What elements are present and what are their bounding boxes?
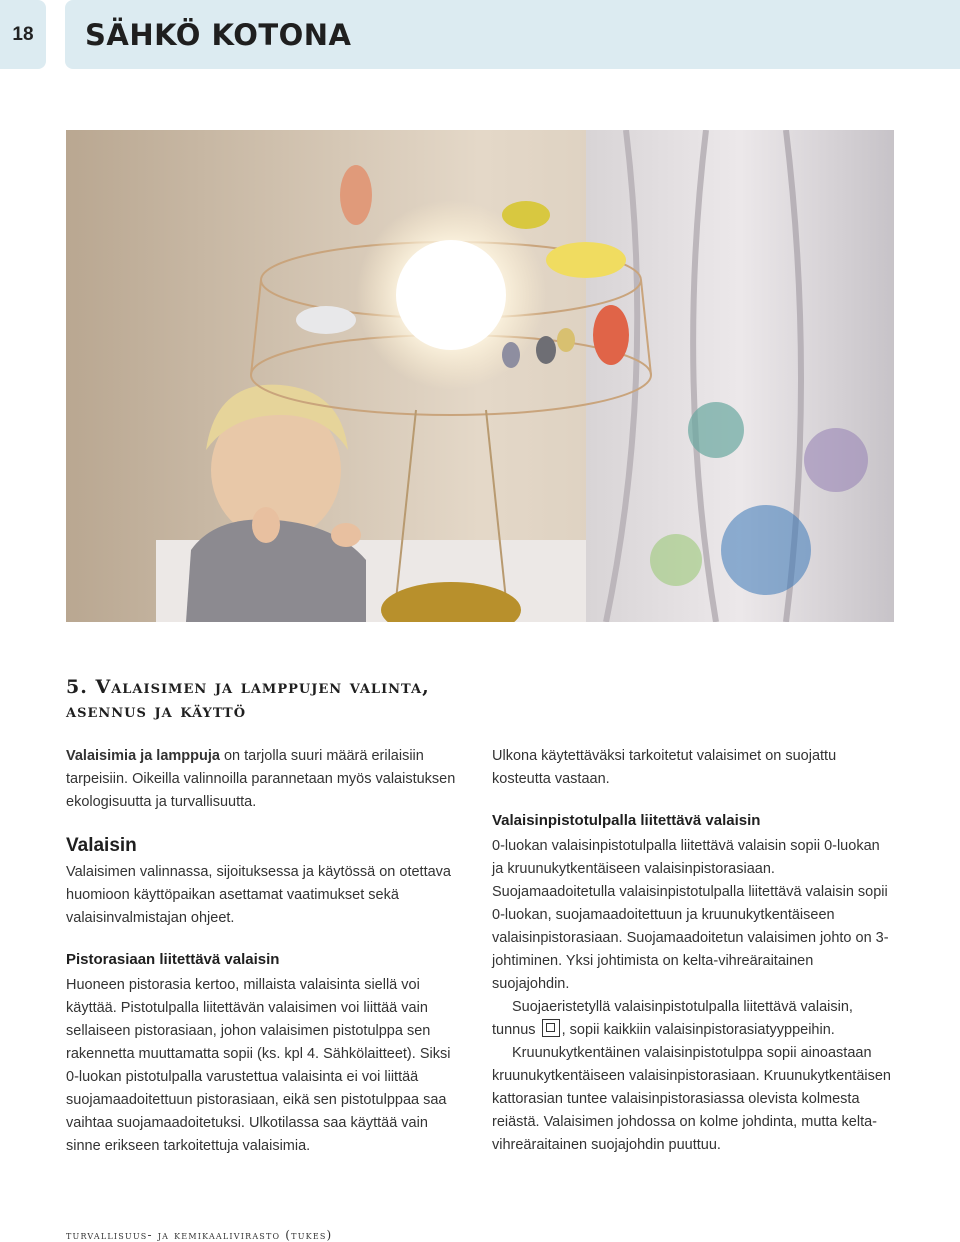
page-number: 18: [0, 0, 46, 69]
outdoor-paragraph: Ulkona käytettäväksi tarkoitetut valaisimet on suojattu kosteutta vastaan.: [492, 748, 837, 787]
valaisin-heading: Valaisin: [66, 835, 137, 856]
suojaeristetty-paragraph: [492, 996, 892, 1042]
lamp-photo-illustration: [66, 130, 894, 622]
intro-text: on tarjolla suuri määrä erilaisiin tarpeisiin. Oikeilla valinnoilla parannetaan myös valaistuksen ekologisuutta ja turvallisuutta.: [66, 748, 456, 810]
valaisin-paragraph: Valaisimen valinnassa, sijoituksessa ja käytössä on otettava huomioon käyttöpaikan asettamat vaatimukset sekä valaisinvalmistajan ohjeet.: [66, 864, 451, 926]
footer: turvallisuus- ja kemikaalivirasto (tukes): [66, 1228, 333, 1242]
pistorasia-heading: Pistorasiaan liitettävä valaisin: [66, 951, 280, 968]
header-band: [65, 0, 960, 69]
right-column: [492, 745, 892, 1157]
intro-bold: Valaisimia ja lamppuja: [66, 748, 220, 764]
pistotulppa-paragraph: 0-luokan valaisinpistotulpalla liitettävä valaisin sopii 0-luokan ja kruunukytkentäiseen valaisinpistorasiaan. Suojamaadoitetulla valaisinpistotulpalla liitettävä valaisin sopii 0-luokan, suojamaadoitettuun ja kruunukytkentäiseen valaisinpistorasiaan. Suojamaadoitetun valaisimen johto on 3-johtiminen. Yksi johtimista on kelta-vihreäraitainen suojajohdin.: [492, 838, 889, 992]
kruunu-paragraph: Kruunukytkentäinen valaisinpistotulppa sopii ainoastaan kruunukytkentäiseen valaisinpistorasiaan. Kruunukytkentäisen kattorasian tuntee valaisinpistorasiassa olevista kolmesta reiästä. Valaisimen johdossa on kolme johdinta, mutta kelta-vihreäraitainen suojajohdin puuttuu.: [492, 1045, 891, 1153]
double-insulation-icon: [542, 1019, 560, 1037]
intro-paragraph: [66, 745, 466, 814]
pistorasia-paragraph: Huoneen pistorasia kertoo, millaista valaisinta siellä voi käyttää. Pistotulpalla liitettävän valaisimen voi liittää vain sellaiseen pistorasiaan, johon valaisimen pistotulppa sen rakennetta muuttamatta sopii (ks. kpl 4. Sähkölaitteet). Siksi 0-luokan pistotulpalla varustettua valaisinta ei voi liittää suojamaadoitettuun pistorasiaan, eikä sen pistotulppaa saa vaihtaa suojamaadoitetuksi. Ulkotilassa saa käyttää vain sinne erikseen tarkoitettuja valaisimia.: [66, 977, 451, 1154]
left-column: [66, 745, 466, 1158]
page-title: SÄHKÖ KOTONA: [85, 18, 352, 52]
suojaeristetty-text-end: , sopii kaikkiin valaisinpistorasiatyyppeihin.: [561, 1022, 835, 1038]
section-heading: [66, 675, 486, 723]
section-heading-line-2: asennus ja käyttö: [66, 700, 247, 722]
lamp-photo: [66, 130, 894, 622]
suojaeristetty-text-start: Suojaeristetyllä valaisinpistotulpalla liitettävä valaisin, tunnus: [492, 999, 853, 1038]
section-heading-line-1: 5. Valaisimen ja lamppujen valinta,: [66, 676, 430, 698]
pistotulppa-heading: Valaisinpistotulpalla liitettävä valaisin: [492, 812, 761, 829]
